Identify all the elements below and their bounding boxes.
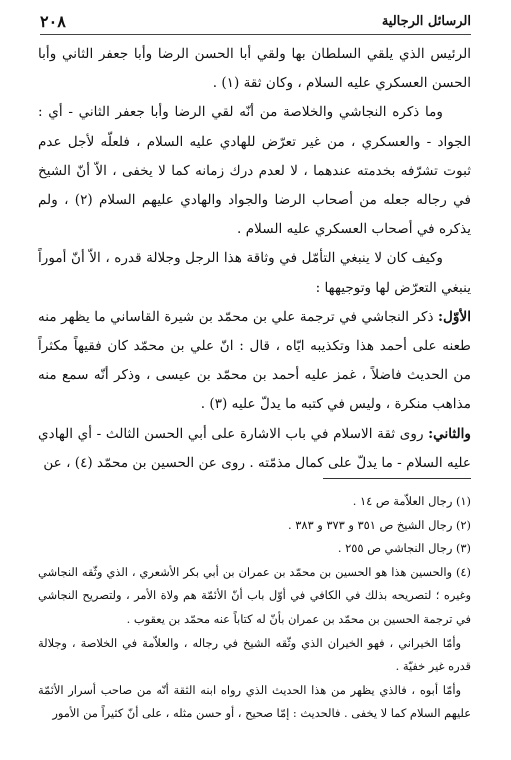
running-title: الرسائل الرجالية <box>381 13 471 29</box>
footnote-4-cont-1: وأمّا الخيراني ، فهو الخيران الذي وثّقه الشيخ في رجاله ، والعلاّمة في الخلاصة ، وجلالة قدره غير خفيّة . <box>38 635 471 674</box>
footnote-4: (٤) والحسين هذا هو الحسين بن محمّد بن عمران بن أبي بكر الأشعري ، الذي وثّقه النجاشي وغيره ؛ لتصريحه بذلك في الكافي في أوّل باب أنّ الأئمّة هم ولاة الأمر ، ولتصريح النجاشي في ترجمة الحسين بن محمّد بن عمران بأنّ له كتاباً عنه محمّد بن يعقوب . <box>38 564 471 626</box>
footnote-1: (١) رجال العلاّمة ص ١٤ . <box>352 494 471 508</box>
paragraph-3: وكيف كان لا ينبغي التأمّل في وثاقة هذا الرجل وجلالة قدره ، الاّ أنّ أموراً ينبغي التعرّض لها وتوجيهها : <box>38 250 471 296</box>
paragraph-4-label: الأوّل: <box>438 308 471 325</box>
page-number: ٢٠٨ <box>40 11 66 31</box>
paragraph-4 <box>38 303 471 420</box>
paragraph-5-text: روى ثقة الاسلام في باب الاشارة على أبي الحسن الثالث - أي الهادي عليه السلام - ما يدلّ على كمال مذمّته . روى عن الحسين بن محمّد (٤) ، عن <box>38 425 471 471</box>
paragraph-4-text: ذكر النجاشي في ترجمة علي بن محمّد بن شيرة القاساني ما يظهر منه طعنه على أحمد هذا وتكذيبه ايّاه ، قال : انّ علي بن محمّد كان فقيهاً مكثراً من الحديث فاضلاً ، غمز عليه أحمد بن محمّد بن عيسى ، وذكر أنّه سمع منه مذاهب منكرة ، وليس في كتبه ما يدلّ عليه (٣) . <box>38 308 471 413</box>
main-text <box>38 40 471 478</box>
footnote-3: (٣) رجال النجاشي ص ٢٥٥ . <box>337 541 471 556</box>
paragraph-2: وما ذكره النجاشي والخلاصة من أنّه لقي الرضا وأبا جعفر الثاني - أي : الجواد - والعسكري ، من غير تعرّض للهادي عليه السلام ، فلعلّه لأجل عدم ثبوت تشرّفه بخدمته عندهما ، لا لعدم درك زمانه كما لا يخفى ، الاّ أنّ الشيخ في رجاله جعله من أصحاب الرضا والجواد والهادي عليهم السلام (٢) ، ولم يذكره في أصحاب العسكري عليه السلام . <box>38 104 471 238</box>
footnote-4-cont-2: وأمّا أبوه ، فالذي يظهر من هذا الحديث الذي رواه ابنه الثقة أنّه من صاحب أسرار الأئمّة عليهم السلام كما لا يخفى . فالحديث : إمّا صحيح ، أو حسن مثله ، على أنّ كثيراً من الأمور <box>38 682 471 721</box>
paragraph-1: الرئيس الذي يلقي السلطان بها ولقي أبا الحسن الرضا وأبا جعفر الثاني وأبا الحسن العسكري عليه السلام ، وكان ثقة (١) . <box>38 46 471 92</box>
page-header <box>40 8 471 35</box>
footnote-2: (٢) رجال الشيخ ص ٣٥١ و ٣٧٣ و ٣٨٣ . <box>288 517 471 532</box>
footnote-separator <box>323 478 471 479</box>
paragraph-5 <box>38 420 471 478</box>
footnotes <box>38 490 471 726</box>
paragraph-5-label: والثاني: <box>428 425 471 442</box>
